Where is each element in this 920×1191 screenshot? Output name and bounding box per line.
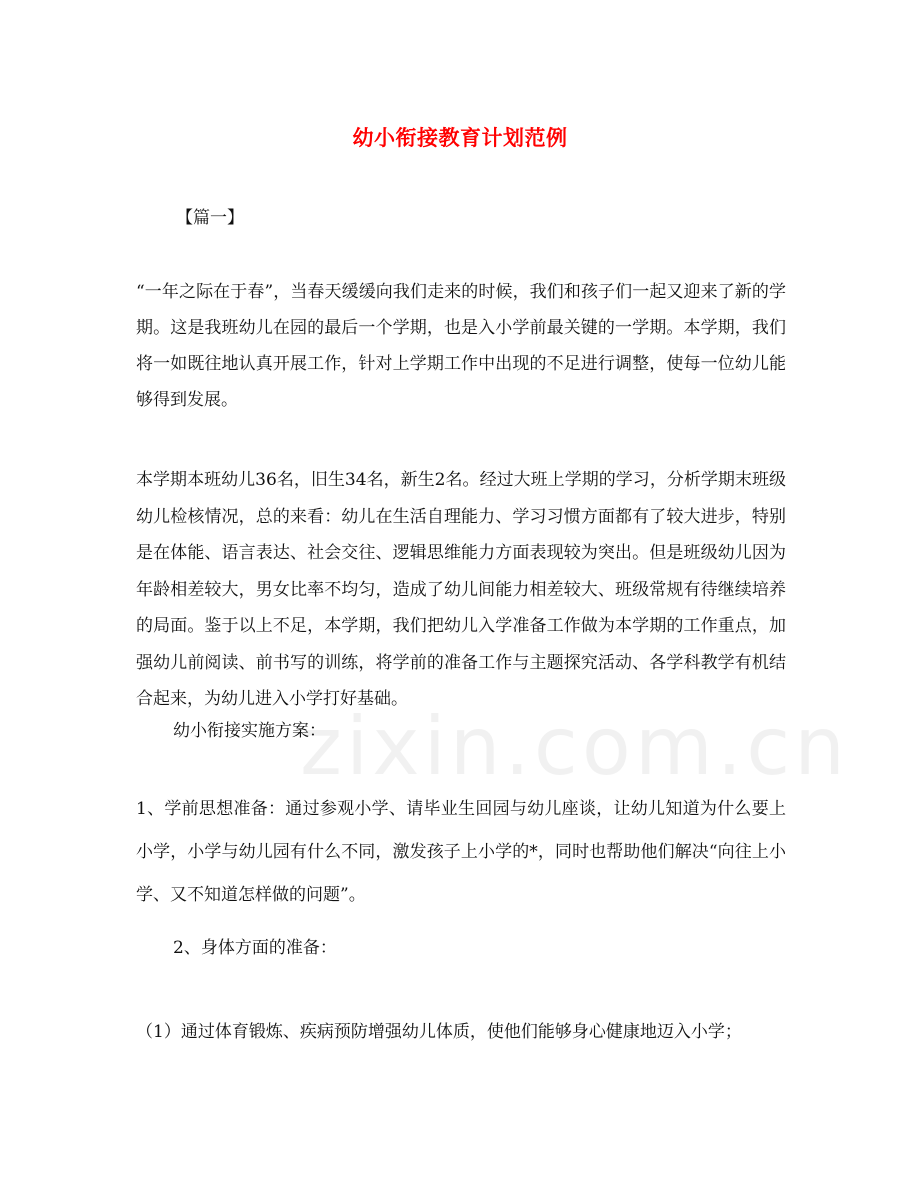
plan-item-2: 2、身体方面的准备： (173, 938, 337, 958)
intro-paragraph: “一年之际在于春”，当春天缓缓向我们走来的时候，我们和孩子们一起又迎来了新的学期。这是我班幼儿在园的最后一个学期，也是入小学前最关键的一学期。本学期，我们将一如既往地认真开展工作，针对上学期工作中出现的不足进行调整，使每一位幼儿能够得到发展。 (136, 282, 786, 410)
plan-item-1: 1、学前思想准备：通过参观小学、请毕业生回园与幼儿座谈，让幼儿知道为什么要上小学，小学与幼儿园有什么不同，激发孩子上小学的*，同时也帮助他们解决“向往上小学、又不知道怎样做的问题”。 (136, 799, 786, 905)
section-label: 【篇一】 (176, 208, 244, 228)
document-title: 幼小衔接教育计划范例 (352, 125, 568, 150)
situation-paragraph: 本学期本班幼儿36名，旧生34名，新生2名。经过大班上学期的学习，分析学期末班级幼儿检核情况，总的来看：幼儿在生活自理能力、学习习惯方面都有了较大进步，特别是在体能、语言表达、社会交往、逻辑思维能力方面表现较为突出。但是班级幼儿因为年龄相差较大，男女比率不均匀，造成了幼儿间能力相差较大、班级常规有待继续培养的局面。鉴于以上不足，本学期，我们把幼儿入学准备工作做为本学期的工作重点，加强幼儿前阅读、前书写的训练，将学前的准备工作与主题探究活动、各学科教学有机结合起来，为幼儿进入小学打好基础。 (136, 470, 786, 709)
watermark: zixin.com.cn (300, 700, 849, 793)
plan-item-2-subitem-1: （1）通过体育锻炼、疾病预防增强幼儿体质，使他们能够身心健康地迈入小学； (136, 1022, 742, 1042)
plan-heading: 幼小衔接实施方案： (173, 721, 326, 741)
